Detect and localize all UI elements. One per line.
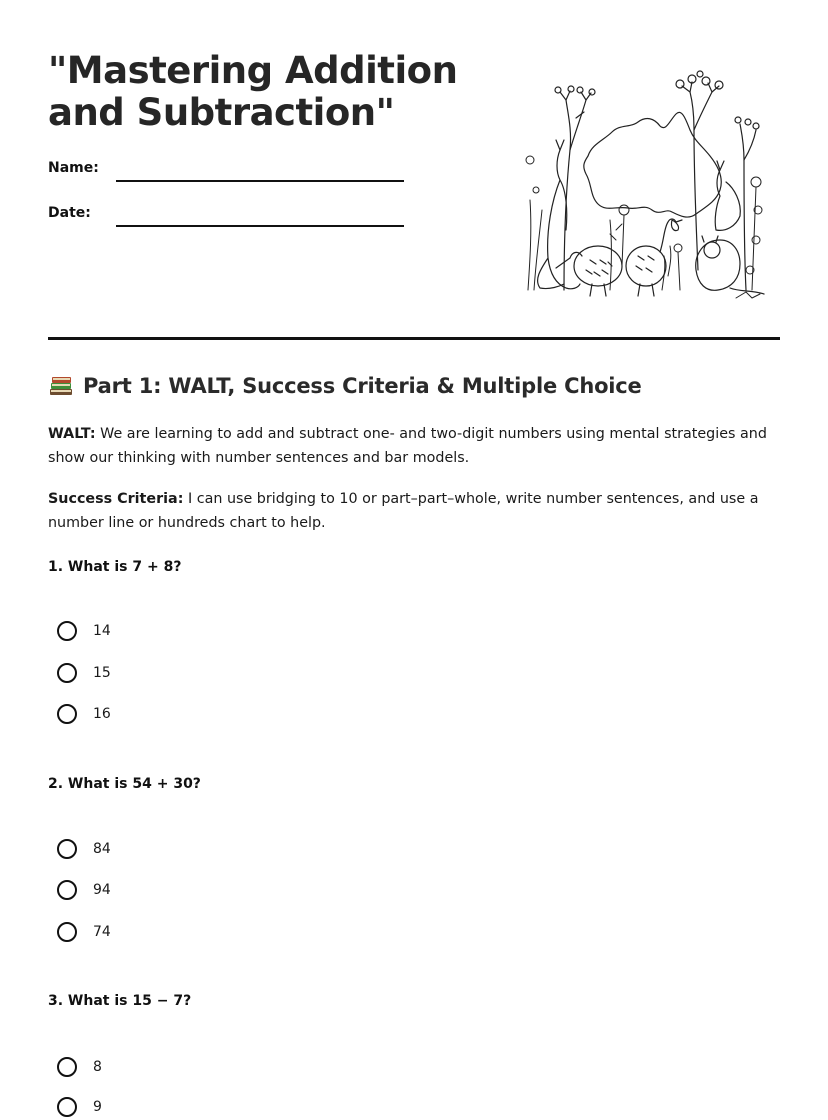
radio-button[interactable] [57, 839, 77, 859]
question-3: 3. What is 15 − 7? [48, 993, 192, 1009]
date-label: Date: [48, 205, 91, 221]
radio-button[interactable] [57, 621, 77, 641]
part1-heading-text: Part 1: WALT, Success Criteria & Multiple Choice [83, 374, 642, 398]
question-3-option-2[interactable] [57, 1094, 102, 1120]
date-field[interactable] [116, 225, 404, 227]
question-1-option-2[interactable] [57, 660, 111, 686]
australia-map-outline [584, 112, 721, 217]
name-field[interactable] [116, 180, 404, 182]
walt-paragraph [48, 422, 783, 470]
option-label: 9 [93, 1099, 102, 1115]
radio-button[interactable] [57, 704, 77, 724]
option-label: 74 [93, 924, 111, 940]
name-label: Name: [48, 160, 99, 176]
question-1: 1. What is 7 + 8? [48, 559, 182, 575]
books-icon [48, 374, 74, 398]
radio-button[interactable] [57, 1097, 77, 1117]
option-label: 15 [93, 665, 111, 681]
question-2: 2. What is 54 + 30? [48, 776, 201, 792]
walt-label: WALT: [48, 426, 96, 442]
question-3-option-1[interactable] [57, 1054, 102, 1080]
radio-button[interactable] [57, 880, 77, 900]
option-label: 14 [93, 623, 111, 639]
radio-button[interactable] [57, 1057, 77, 1077]
radio-button[interactable] [57, 663, 77, 683]
option-label: 84 [93, 841, 111, 857]
question-2-option-1[interactable] [57, 836, 111, 862]
option-label: 16 [93, 706, 111, 722]
worksheet-title: "Mastering Addition and Subtraction" [48, 49, 458, 134]
question-2-option-2[interactable] [57, 877, 111, 903]
option-label: 8 [93, 1059, 102, 1075]
australia-animals-illustration [520, 70, 770, 306]
option-label: 94 [93, 882, 111, 898]
part1-heading [48, 374, 642, 398]
question-1-option-3[interactable] [57, 701, 111, 727]
walt-text: We are learning to add and subtract one- and two-digit numbers using mental strategies and show our thinking with number sentences and bar models. [48, 426, 767, 466]
success-criteria-text: I can use bridging to 10 or part–part–whole, write number sentences, and use a number line or hundreds chart to help. [48, 491, 759, 531]
radio-button[interactable] [57, 922, 77, 942]
header-divider [48, 337, 780, 340]
success-criteria-paragraph [48, 487, 783, 535]
question-1-option-1[interactable] [57, 618, 111, 644]
question-2-option-3[interactable] [57, 919, 111, 945]
success-criteria-label: Success Criteria: [48, 491, 184, 507]
